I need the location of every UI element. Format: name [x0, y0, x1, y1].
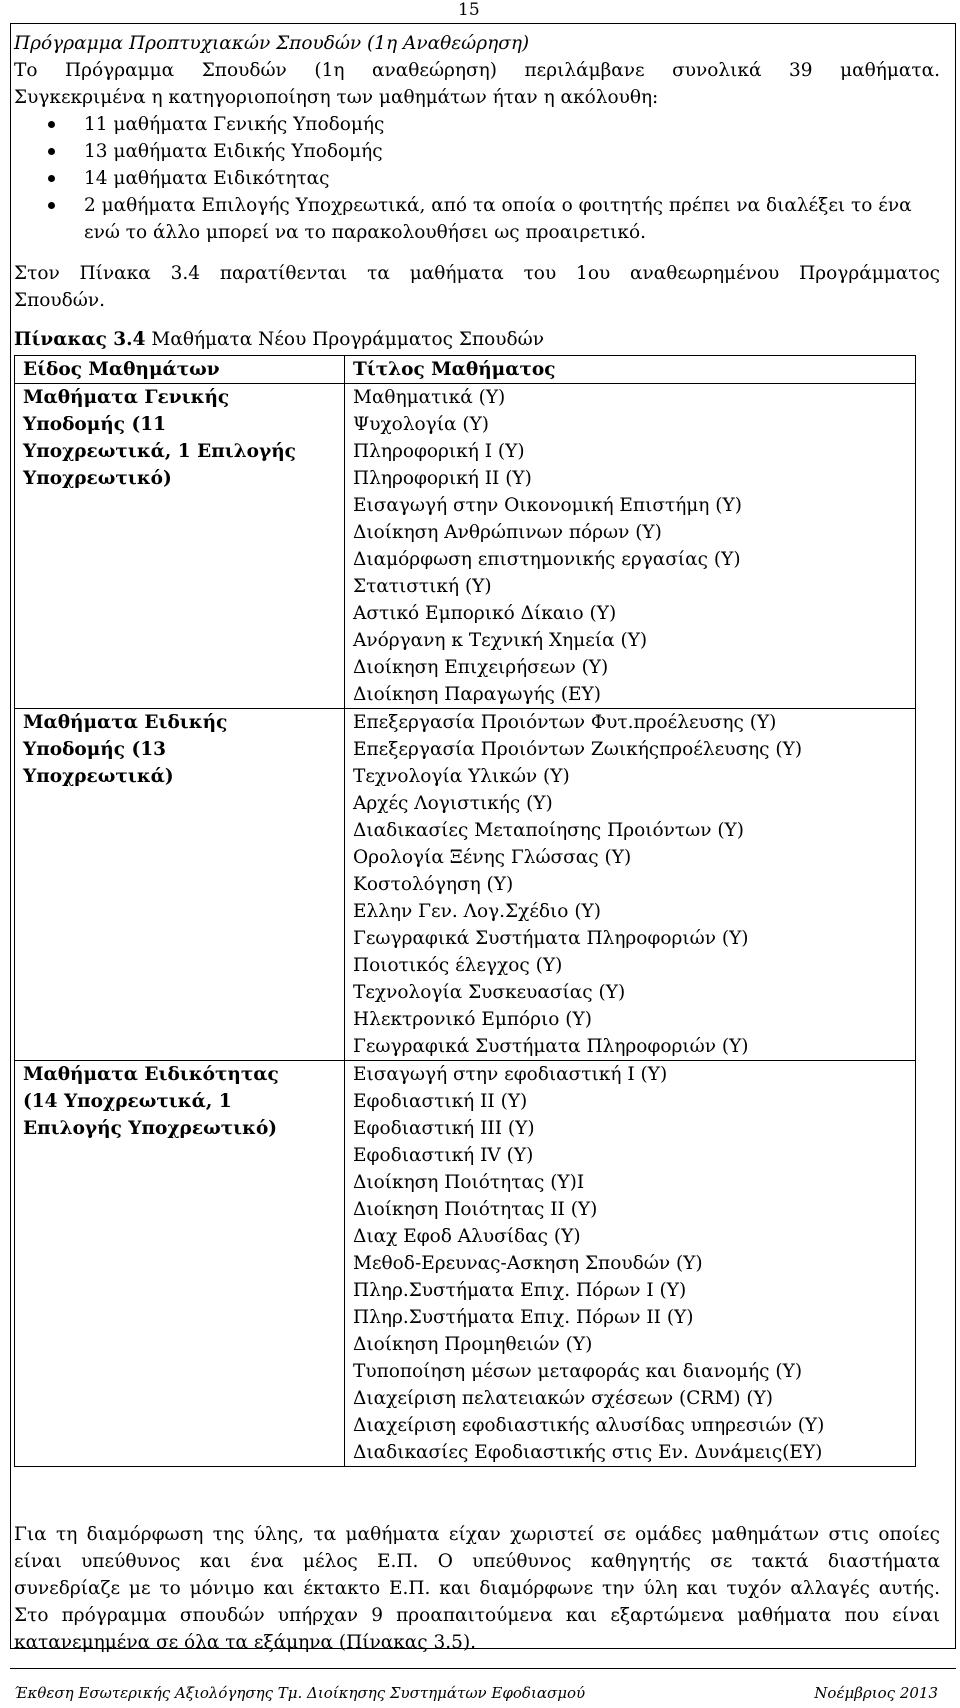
course-title: Ορολογία Ξένης Γλώσσας (Υ)	[353, 847, 632, 868]
course-title: Γεωγραφικά Συστήματα Πληροφοριών (Υ)	[353, 928, 749, 949]
course-title: Εφοδιαστική ΙΙΙ (Υ)	[353, 1118, 535, 1139]
course-title: Αρχές Λογιστικής (Υ)	[353, 793, 553, 814]
closing-line: Στο πρόγραμμα σπουδών υπήρχαν 9 προαπαιτούμενα και εξαρτώμενα μαθήματα που είναι	[14, 1605, 940, 1626]
list-item: 2 μαθήματα Επιλογής Υποχρεωτικά, από τα οποία ο φοιτητής πρέπει να διαλέξει το ένα ενώ το άλλο μπορεί να το παρακολουθήσει ως προαιρετικό.	[84, 192, 940, 246]
closing-line: Για τη διαμόρφωση της ύλης, τα μαθήματα είχαν χωριστεί σε ομάδες μαθημάτων στις οποίες	[14, 1524, 940, 1545]
course-title: Πληρ.Συστήματα Επιχ. Πόρων Ι (Υ)	[353, 1280, 687, 1301]
course-title: Διοίκηση Προμηθειών (Υ)	[353, 1334, 593, 1355]
footer-divider	[10, 1668, 956, 1669]
closing-paragraph	[14, 1521, 940, 1656]
course-title: Πληρ.Συστήματα Επιχ. Πόρων ΙΙ (Υ)	[353, 1307, 694, 1328]
course-title: Διοίκηση Ανθρώπινων πόρων (Υ)	[353, 522, 662, 543]
course-title: Τεχνολογία Υλικών (Υ)	[353, 766, 570, 787]
course-title: Διαχείριση εφοδιαστικής αλυσίδας υπηρεσιών (Υ)	[353, 1415, 825, 1436]
course-title: Γεωγραφικά Συστήματα Πληροφοριών (Υ)	[353, 1036, 749, 1057]
table-reference-line-2: Σπουδών.	[14, 290, 105, 311]
table-row	[15, 384, 916, 709]
closing-line: συνεδρίαζε με το μόνιμο και έκτακτο Ε.Π. και διαμόρφωνε την ύλη και τυχόν αλλαγές αυτής.	[14, 1578, 940, 1599]
table-row	[15, 1061, 916, 1467]
courses-general	[345, 384, 916, 709]
course-title: Επεξεργασία Προιόντων Φυτ.προέλευσης (Υ)	[353, 712, 777, 733]
table-caption-label: Πίνακας 3.4	[14, 329, 146, 350]
section-title: Πρόγραμμα Προπτυχιακών Σπουδών (1η Αναθεώρηση)	[14, 33, 530, 54]
course-title: Κοστολόγηση (Υ)	[353, 874, 514, 895]
course-title: Ανόργανη κ Τεχνική Χημεία (Υ)	[353, 630, 648, 651]
course-title: Διοίκηση Ποιότητας ΙΙ (Υ)	[353, 1199, 598, 1220]
closing-line: είναι υπεύθυνος και ένα μέλος Ε.Π. Ο υπεύθυνος καθηγητής σε τακτά διαστήματα	[14, 1551, 940, 1572]
table-caption	[14, 326, 940, 353]
category-special-infrastructure	[15, 709, 345, 1061]
footer-date: Νοέμβριος 2013	[814, 1684, 938, 1702]
course-title: Τεχνολογία Συσκευασίας (Υ)	[353, 982, 626, 1003]
table-row	[15, 709, 916, 1061]
courses-specialty	[345, 1061, 916, 1467]
courses-special-infrastructure	[345, 709, 916, 1061]
course-title: Ποιοτικός έλεγχος (Υ)	[353, 955, 563, 976]
course-title: Τυποποίηση μέσων μεταφοράς και διανομής (Υ)	[353, 1361, 803, 1382]
page-content	[14, 30, 940, 1467]
course-title: Ηλεκτρονικό Εμπόριο (Υ)	[353, 1009, 592, 1030]
course-title: Στατιστική (Υ)	[353, 576, 492, 597]
course-title: Μεθοδ-Ερευνας-Ασκηση Σπουδών (Υ)	[353, 1253, 703, 1274]
course-title: Διοίκηση Ποιότητας (Υ)Ι	[353, 1172, 585, 1193]
course-title: Διαχείριση πελατειακών σχέσεων (CRM) (Υ)	[353, 1388, 774, 1409]
course-title: Διαχ Εφοδ Αλυσίδας (Υ)	[353, 1226, 581, 1247]
course-category-list	[14, 111, 940, 246]
table-reference-line-1: Στον Πίνακα 3.4 παρατίθενται τα μαθήματα του 1ου αναθεωρημένου Προγράμματος	[14, 263, 940, 284]
list-item: 11 μαθήματα Γενικής Υποδομής	[84, 111, 940, 138]
header-course-type: Είδος Μαθημάτων	[15, 356, 345, 384]
course-title: Διοίκηση Παραγωγής (ΕΥ)	[353, 684, 601, 705]
course-title: Πληροφορική ΙΙ (Υ)	[353, 468, 532, 489]
course-title: Πληροφορική Ι (Υ)	[353, 441, 525, 462]
course-title: Ελλην Γεν. Λογ.Σχέδιο (Υ)	[353, 901, 601, 922]
course-title: Επεξεργασία Προιόντων Ζωικήςπροέλευσης (Υ)	[353, 739, 803, 760]
intro-paragraph-line-2: Συγκεκριμένα η κατηγοριοποίηση των μαθημάτων ήταν η ακόλουθη:	[14, 87, 659, 108]
courses-table	[14, 355, 916, 1467]
category-label: Μαθήματα Γενικής Υποδομής (11 Υποχρεωτικά, 1 Επιλογής Υποχρεωτικό)	[23, 387, 296, 489]
course-title: Διαδικασίες Εφοδιαστικής στις Εν. Δυνάμεις(ΕΥ)	[353, 1442, 823, 1463]
category-label: Μαθήματα Ειδικότητας (14 Υποχρεωτικά, 1 Επιλογής Υποχρεωτικό)	[23, 1064, 279, 1139]
list-item: 14 μαθήματα Ειδικότητας	[84, 165, 940, 192]
intro-paragraph-line-1: Το Πρόγραμμα Σπουδών (1η αναθεώρηση) περιλάμβανε συνολικά 39 μαθήματα.	[14, 60, 940, 81]
list-item: 13 μαθήματα Ειδικής Υποδομής	[84, 138, 940, 165]
table-caption-text: Μαθήματα Νέου Προγράμματος Σπουδών	[145, 329, 545, 350]
course-title: Μαθηματικά (Υ)	[353, 387, 506, 408]
header-course-title: Τίτλος Μαθήματος	[345, 356, 916, 384]
course-title: Εφοδιαστική ΙΙ (Υ)	[353, 1091, 528, 1112]
course-title: Αστικό Εμπορικό Δίκαιο (Υ)	[353, 603, 617, 624]
closing-line: κατανεμημένα σε όλα τα εξάμηνα (Πίνακας 3.5).	[14, 1632, 477, 1653]
category-specialty	[15, 1061, 345, 1467]
course-title: Διαμόρφωση επιστημονικής εργασίας (Υ)	[353, 549, 741, 570]
table-header-row	[15, 356, 916, 384]
page-number: 15	[458, 0, 480, 20]
course-title: Εφοδιαστική ΙV (Υ)	[353, 1145, 534, 1166]
course-title: Εισαγωγή στην εφοδιαστική Ι (Υ)	[353, 1064, 668, 1085]
footer-report-title: Έκθεση Εσωτερικής Αξιολόγησης Τμ. Διοίκησης Συστημάτων Εφοδιασμού	[14, 1684, 586, 1702]
category-label: Μαθήματα Ειδικής Υποδομής (13 Υποχρεωτικά)	[23, 712, 228, 787]
course-title: Ψυχολογία (Υ)	[353, 414, 490, 435]
category-general	[15, 384, 345, 709]
course-title: Διοίκηση Επιχειρήσεων (Υ)	[353, 657, 609, 678]
course-title: Διαδικασίες Μεταποίησης Προιόντων (Υ)	[353, 820, 744, 841]
course-title: Εισαγωγή στην Οικονομική Επιστήμη (Υ)	[353, 495, 742, 516]
